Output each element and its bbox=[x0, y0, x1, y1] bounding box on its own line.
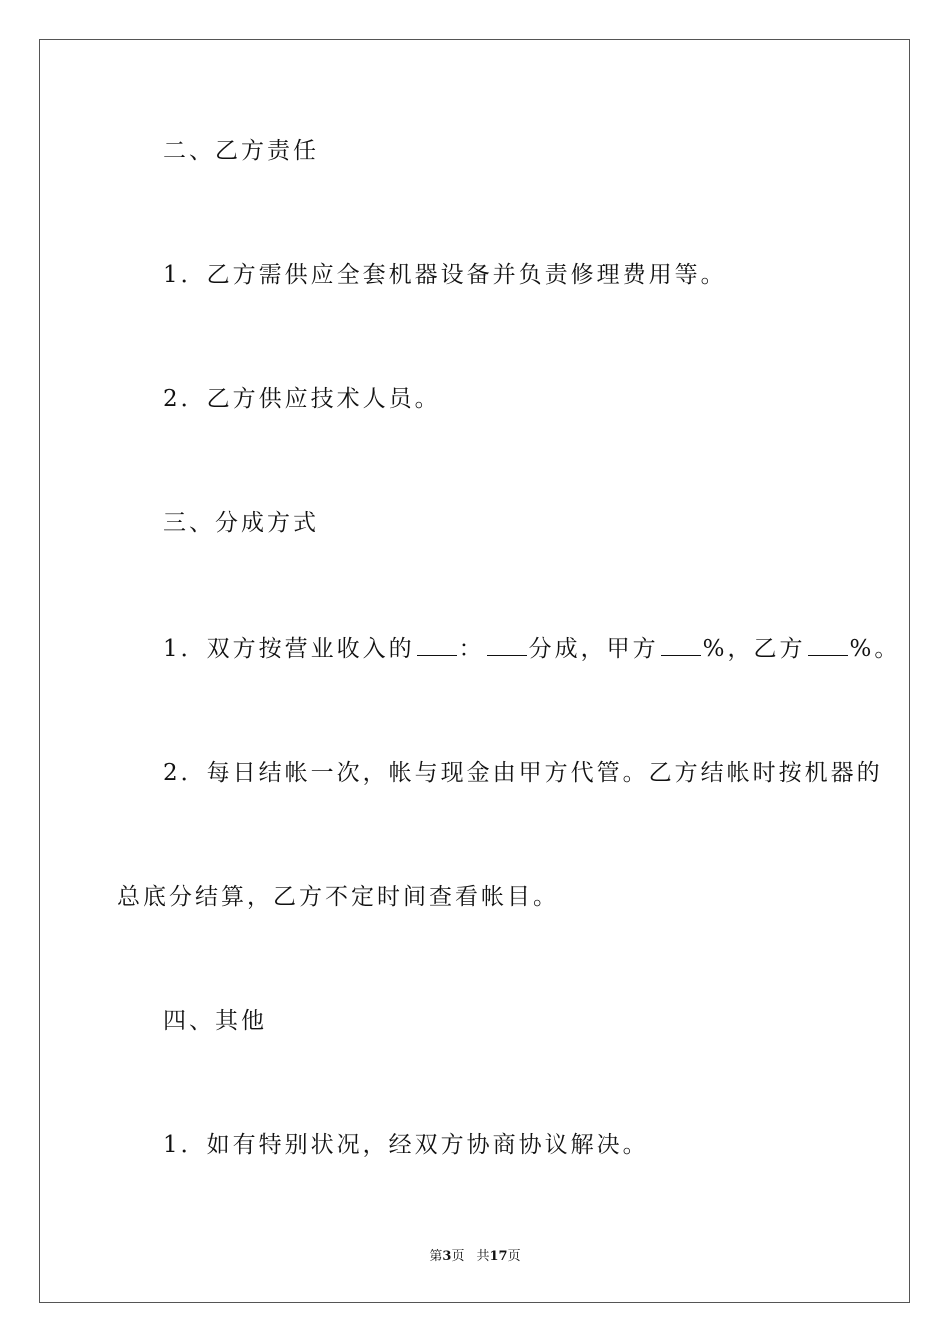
blank-percent-party-a bbox=[661, 635, 701, 656]
clause-text-pct2: %。 bbox=[849, 636, 901, 662]
footer-page-post: 页 bbox=[451, 1249, 465, 1264]
footer-total-number: 17 bbox=[489, 1249, 508, 1264]
clause-party-b-equipment: 1．乙方需供应全套机器设备并负责修理费用等。 bbox=[163, 262, 727, 288]
footer-total-pre: 共 bbox=[476, 1249, 490, 1264]
section-heading-revenue-split: 三、分成方式 bbox=[163, 510, 319, 536]
clause-daily-settlement-line2: 总底分结算，乙方不定时间查看帐目。 bbox=[117, 884, 559, 910]
blank-percent-party-b bbox=[808, 635, 848, 656]
clause-text-mid: 分成，甲方 bbox=[528, 636, 659, 662]
clause-daily-settlement-line1: 2．每日结帐一次，帐与现金由甲方代管。乙方结帐时按机器的 bbox=[163, 760, 883, 786]
footer-page-number: 3 bbox=[442, 1249, 452, 1264]
page-footer bbox=[0, 1248, 950, 1266]
page-frame bbox=[39, 39, 910, 1303]
blank-ratio-b bbox=[487, 635, 527, 656]
section-heading-other: 四、其他 bbox=[163, 1008, 267, 1034]
clause-text-pct1: %，乙方 bbox=[702, 636, 806, 662]
clause-text-colon: ： bbox=[458, 636, 485, 662]
clause-special-circumstances: 1．如有特别状况，经双方协商协议解决。 bbox=[163, 1132, 649, 1158]
blank-ratio-a bbox=[417, 635, 457, 656]
clause-text-prefix: 1．双方按营业收入的 bbox=[163, 636, 415, 662]
clause-revenue-split-ratio bbox=[163, 634, 900, 664]
footer-total-post: 页 bbox=[507, 1249, 521, 1264]
clause-party-b-technicians: 2．乙方供应技术人员。 bbox=[163, 386, 441, 412]
footer-page-pre: 第 bbox=[429, 1249, 443, 1264]
section-heading-party-b-duties: 二、乙方责任 bbox=[163, 138, 319, 164]
